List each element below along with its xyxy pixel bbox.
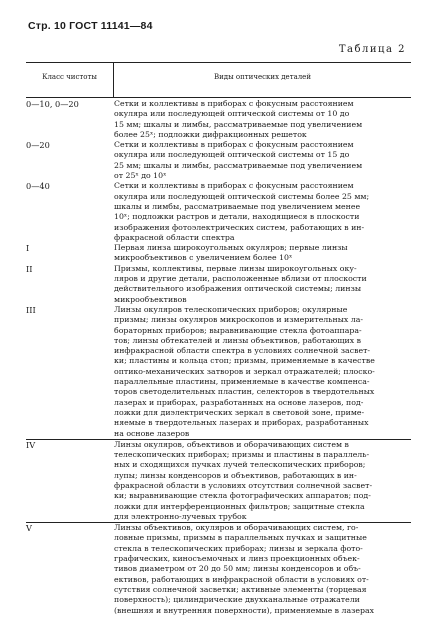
part-description bbox=[114, 305, 411, 439]
part-description bbox=[114, 243, 411, 264]
purity-class: II bbox=[26, 263, 33, 274]
description-line: Сетки и коллективы в приборах с фокусным расстоянием bbox=[114, 181, 354, 191]
description-line: ных и сходящихся пучках лучей телескопических приборов; bbox=[114, 460, 366, 470]
description-line: Сетки и коллективы в приборах с фокусным расстоянием bbox=[114, 140, 354, 150]
description-line: лазерах и приборах, разработанных на основе лазеров, под- bbox=[114, 397, 364, 407]
description-line: лупы; линзы конденсоров и объективов, работающих в ин- bbox=[114, 470, 357, 480]
table-title: Таблица 2 bbox=[338, 44, 406, 55]
table-row bbox=[26, 99, 411, 140]
description-line: ективов, работающих в инфракрасной области в условиях от- bbox=[114, 574, 369, 584]
description-line: Линзы объективов, окуляров и оборачивающих систем, го- bbox=[114, 523, 359, 533]
description-line: действительного изображения оптической системы; линзы bbox=[114, 284, 362, 294]
description-line: фракрасной области спектра bbox=[114, 232, 235, 242]
description-line: от 25ˣ до 10ˣ bbox=[114, 171, 167, 181]
description-line: окуляра или последующей оптической системы от 10 до bbox=[114, 109, 350, 119]
description-line: (внешняя и внутренняя поверхности), применяемые в лазерах bbox=[114, 605, 375, 615]
description-line: сутствия солнечной засветки; активные элементы (торцевая bbox=[114, 584, 367, 594]
table-row bbox=[26, 140, 411, 181]
description-line: шкалы и лимбы, рассматриваемые под увеличением менее bbox=[114, 201, 361, 211]
purity-class: 0—20 bbox=[26, 140, 50, 151]
description-line: ловные призмы, призмы в параллельных пучках и защитные bbox=[114, 533, 367, 543]
purity-class: IV bbox=[26, 439, 36, 450]
description-line: поверхность); цилиндрические двухканальные отражатели bbox=[114, 595, 360, 605]
table-row bbox=[26, 440, 411, 523]
part-description bbox=[114, 523, 411, 616]
purity-class: 0—40 bbox=[26, 181, 50, 192]
description-line: фракрасной области в условиях отсутствия солнечной засвет- bbox=[114, 480, 373, 490]
description-line: стекла в телескопических приборах; линзы и зеркала фото- bbox=[114, 543, 363, 553]
description-line: Первая линза широкоугольных окуляров; первые линзы bbox=[114, 243, 348, 253]
description-line: Призмы, коллективы, первые линзы широкоугольных оку- bbox=[114, 263, 357, 273]
purity-class: I bbox=[26, 243, 30, 254]
description-line: ки; выравнивающие стекла фотографических аппаратов; под- bbox=[114, 491, 371, 501]
description-line: окуляра или последующей оптической системы от 15 до bbox=[114, 150, 350, 160]
description-line: 25 мм; шкалы и лимбы, рассматриваемые под увеличением bbox=[114, 160, 363, 170]
description-line: на основе лазеров bbox=[114, 428, 190, 438]
description-line: тов; линзы обтекателей и линзы объективов, работающих в bbox=[114, 335, 362, 345]
description-line: микрообъективов bbox=[114, 294, 187, 304]
part-description bbox=[114, 140, 411, 181]
description-line: ложки для интерференционных фильтров; защитные стекла bbox=[114, 501, 365, 511]
part-description bbox=[114, 99, 411, 140]
part-description bbox=[114, 264, 411, 305]
description-line: тивов диаметром от 20 до 50 мм; линзы конденсоров и объ- bbox=[114, 564, 361, 574]
purity-class: III bbox=[26, 304, 36, 315]
description-line: няемые в твердотельных лазерах и приборах, разработанных bbox=[114, 418, 369, 428]
description-line: 15 мм; шкалы и лимбы, рассматриваемые под увеличением bbox=[114, 119, 363, 129]
table-header bbox=[26, 63, 411, 98]
part-description bbox=[114, 440, 411, 522]
description-line: ки; пластины и кольца стоп; призмы, применяемые в качестве bbox=[114, 356, 375, 366]
table-body bbox=[26, 99, 411, 616]
description-line: графических, киносъемочных и линз проекционных объек- bbox=[114, 554, 360, 564]
description-line: окуляра или последующей оптической системы более 25 мм; bbox=[114, 191, 370, 201]
description-line: Сетки и коллективы в приборах с фокусным расстоянием bbox=[114, 99, 354, 108]
description-line: для электронно-лучевых трубок bbox=[114, 511, 247, 521]
description-line: торов светоделительных пластин, селекторов в твердотельных bbox=[114, 387, 375, 397]
description-line: оптико-механических затворов и зеркал отражателей; плоско- bbox=[114, 366, 375, 376]
description-line: инфракрасной области спектра в условиях солнечной засвет- bbox=[114, 346, 371, 356]
description-line: более 25ˣ; подложки дифракционных решеток bbox=[114, 129, 307, 139]
description-line: изображения фотоэлектрических систем, работающих в ин- bbox=[114, 222, 365, 232]
table-row bbox=[26, 264, 411, 305]
description-line: Линзы окуляров телескопических приборов; окулярные bbox=[114, 304, 348, 314]
description-line: параллельные пластины, применяемые в качестве компенса- bbox=[114, 377, 370, 387]
page-header: Стр. 10 ГОСТ 11141—84 bbox=[28, 20, 153, 32]
purity-class: 0—10, 0—20 bbox=[26, 99, 79, 109]
purity-class: V bbox=[26, 523, 32, 534]
description-line: ложки для диэлектрических зеркал в световой зоне, приме- bbox=[114, 407, 365, 417]
description-line: 10ˣ; подложки растров и детали, находящиеся в плоскости bbox=[114, 212, 360, 222]
table-row bbox=[26, 243, 411, 264]
description-line: ляров и другие детали, расположенные вблизи от плоскости bbox=[114, 274, 367, 284]
column-header-class: Класс чистоты bbox=[42, 73, 97, 81]
purity-class-table bbox=[26, 62, 411, 615]
table-row bbox=[26, 305, 411, 440]
part-description bbox=[114, 181, 411, 243]
description-line: телескопических приборах; призмы и пластины в параллель- bbox=[114, 450, 370, 460]
table-row bbox=[26, 523, 411, 616]
column-header-parts: Виды оптических деталей bbox=[214, 73, 311, 81]
description-line: микрообъективов с увеличением более 10ˣ bbox=[114, 253, 293, 263]
table-row bbox=[26, 181, 411, 243]
description-line: бораторных приборов; выравнивающие стекла фотоаппара- bbox=[114, 325, 362, 335]
description-line: призмы; линзы окуляров микроскопов и измерительных ла- bbox=[114, 315, 364, 325]
description-line: Линзы окуляров, объективов и оборачивающих систем в bbox=[114, 439, 349, 449]
